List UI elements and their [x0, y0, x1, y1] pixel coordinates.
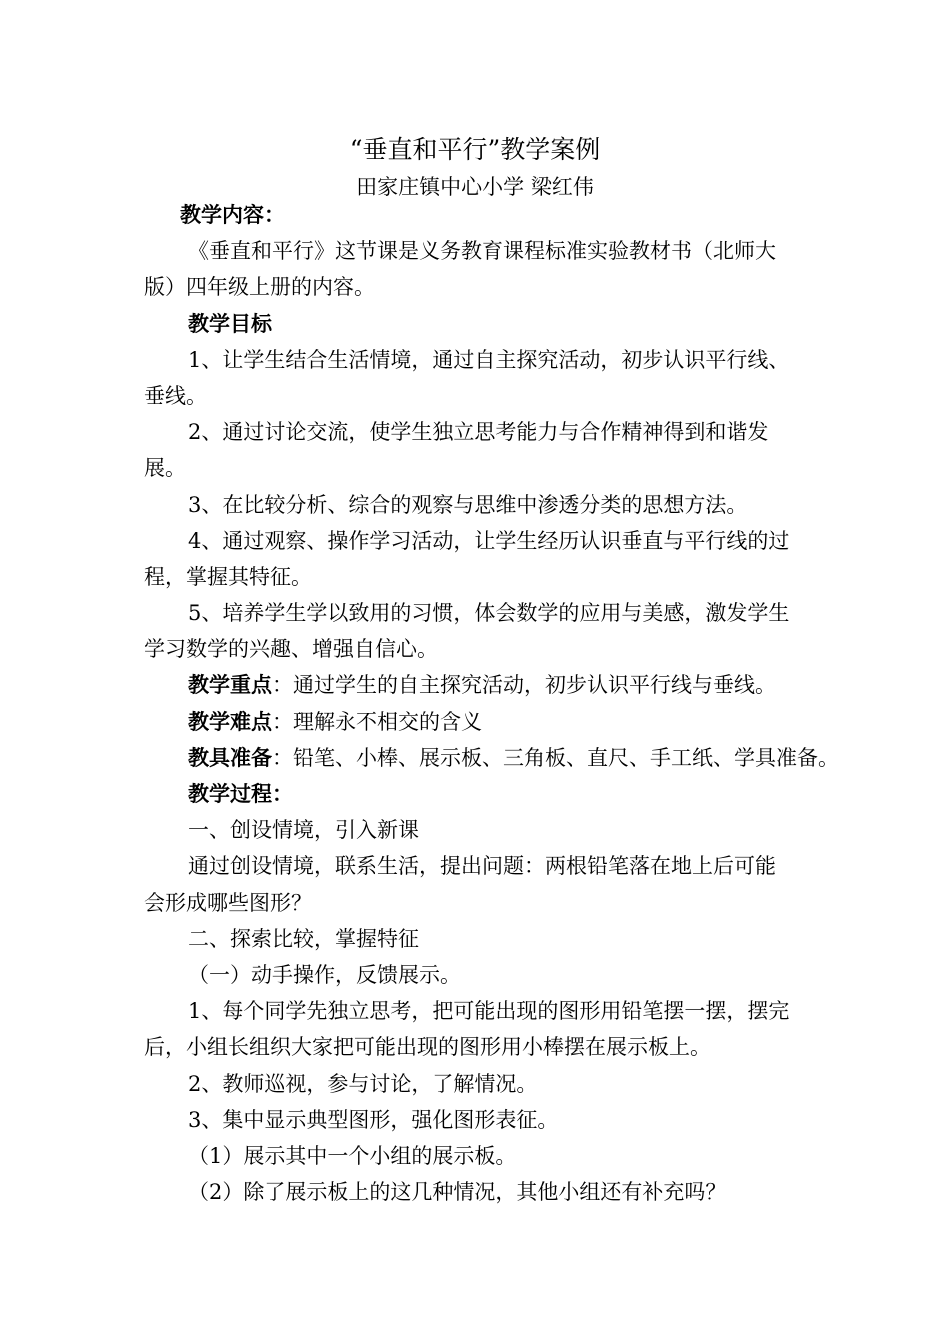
paragraph-line: （2）除了展示板上的这几种情况，其他小组还有补充吗？ — [188, 1180, 727, 1205]
paragraph-line: 1、让学生结合生活情境，通过自主探究活动，初步认识平行线、 — [188, 347, 790, 372]
paragraph-line: 3、在比较分析、综合的观察与思维中渗透分类的思想方法。 — [188, 492, 748, 517]
paragraph-line: 通过创设情境，联系生活，提出问题：两根铅笔落在地上后可能 — [188, 854, 776, 879]
paragraph-line: 程，掌握其特征。 — [144, 564, 312, 589]
paragraph-line: 版）四年级上册的内容。 — [144, 275, 375, 300]
tools-label: 教具准备 — [188, 744, 272, 770]
paragraph-line: 4、通过观察、操作学习活动，让学生经历认识垂直与平行线的过 — [188, 528, 790, 553]
step-title: 二、探索比较，掌握特征 — [188, 926, 419, 951]
tools-line — [144, 740, 839, 776]
difficulty-label: 教学难点 — [188, 708, 272, 734]
paragraph-line: 垂线。 — [144, 383, 207, 408]
paragraph-line: 展。 — [144, 456, 186, 481]
document-body — [144, 197, 839, 1210]
step-subtitle: （一）动手操作，反馈展示。 — [188, 962, 461, 987]
process-heading: 教学过程： — [188, 781, 293, 806]
difficulty-line — [144, 704, 814, 740]
paragraph-line: 会形成哪些图形？ — [144, 890, 312, 915]
paragraph-line: 1、每个同学先独立思考，把可能出现的图形用铅笔摆一摆，摆完 — [188, 999, 790, 1024]
paragraph-line: 5、培养学生学以致用的习惯，体会数学的应用与美感，激发学生 — [188, 601, 790, 626]
step-title: 一、创设情境，引入新课 — [188, 818, 419, 843]
paragraph-line: 学习数学的兴趣、增强自信心。 — [144, 637, 438, 662]
difficulty-text: ：理解永不相交的含义 — [272, 709, 482, 734]
paragraph-line: 2、教师巡视，参与讨论，了解情况。 — [188, 1071, 538, 1096]
paragraph-line: （1）展示其中一个小组的展示板。 — [188, 1143, 517, 1168]
key-point-label: 教学重点 — [188, 672, 272, 698]
goals-heading: 教学目标 — [188, 310, 272, 336]
paragraph-line: 后，小组长组织大家把可能出现的图形用小棒摆在展示板上。 — [144, 1035, 711, 1060]
tools-text: ：铅笔、小棒、展示板、三角板、直尺、手工纸、学具准备。 — [272, 745, 839, 770]
key-point-line — [144, 667, 814, 703]
document-title: “垂直和平行”教学案例 — [349, 135, 601, 164]
paragraph-line: 2、通过讨论交流，使学生独立思考能力与合作精神得到和谐发 — [188, 420, 769, 445]
paragraph-line: 《垂直和平行》这节课是义务教育课程标准实验教材书（北师大 — [188, 239, 776, 264]
document-author: 田家庄镇中心小学 梁红伟 — [356, 175, 594, 199]
key-point-text: ：通过学生的自主探究活动，初步认识平行线与垂线。 — [272, 673, 776, 698]
paragraph-line: 3、集中显示典型图形，强化图形表征。 — [188, 1107, 559, 1132]
content-heading: 教学内容： — [180, 202, 285, 227]
